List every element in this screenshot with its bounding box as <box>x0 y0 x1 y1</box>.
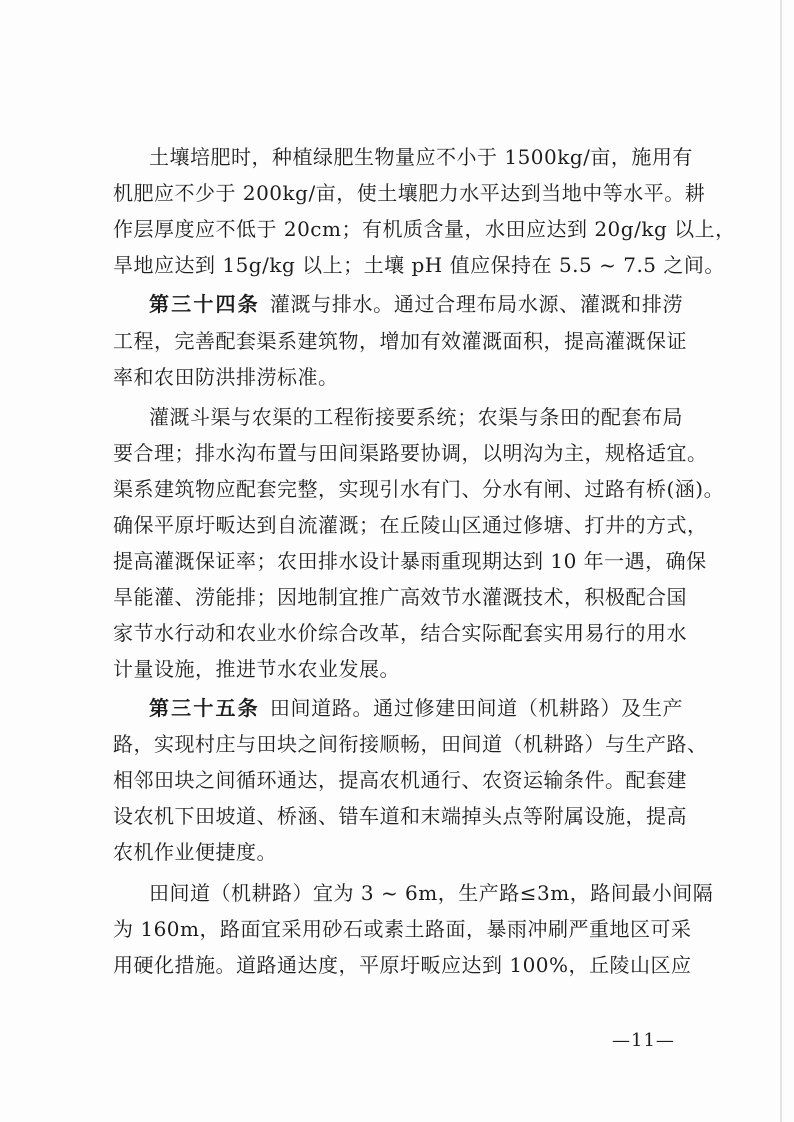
article-35-heading: 第三十五条 <box>149 696 260 720</box>
article-35-line: 相邻田块之间循环通达，提高农机通行、农资运输条件。配套建 <box>113 768 687 792</box>
page-edge <box>780 0 782 1122</box>
paragraph-road-line: 用硬化措施。道路通达度，平原圩畈应达到 100%，丘陵山区应 <box>113 953 692 977</box>
paragraph-soil-line-1: 土壤培肥时，种植绿肥生物量应不小于 1500kg/亩，施用有 <box>149 145 693 169</box>
paragraph-soil-line-3: 作层厚度应不低于 20cm；有机质含量，水田应达到 20g/kg 以上， <box>113 217 736 241</box>
article-35-line: 路，实现村庄与田块之间衔接顺畅，田间道（机耕路）与生产路、 <box>113 732 708 756</box>
paragraph-irrigation-line: 灌溉斗渠与农渠的工程衔接要系统；农渠与条田的配套布局 <box>149 405 683 429</box>
article-35-first-line <box>149 695 683 721</box>
paragraph-irrigation-line: 提高灌溉保证率；农田排水设计暴雨重现期达到 10 年一遇，确保 <box>113 549 707 573</box>
paragraph-irrigation-line: 确保平原圩畈达到自流灌溉；在丘陵山区通过修塘、打井的方式， <box>113 513 708 537</box>
article-35-title-text: 田间道路。通过修建田间道（机耕路）及生产 <box>269 696 684 720</box>
article-34-title-text: 灌溉与排水。通过合理布局水源、灌溉和排涝 <box>269 292 684 316</box>
paragraph-soil-line-4: 旱地应达到 15g/kg 以上；土壤 pH 值应保持在 5.5 ~ 7.5 之间。 <box>113 253 725 277</box>
article-34-line: 工程，完善配套渠系建筑物，增加有效灌溉面积，提高灌溉保证 <box>113 329 687 353</box>
paragraph-irrigation-line: 要合理；排水沟布置与田间渠路要协调，以明沟为主，规格适宜。 <box>113 441 708 465</box>
paragraph-irrigation-line: 旱能灌、涝能排；因地制宜推广高效节水灌溉技术，积极配合国 <box>113 585 687 609</box>
article-34-first-line <box>149 291 683 317</box>
paragraph-irrigation-line: 计量设施，推进节水农业发展。 <box>113 657 400 681</box>
paragraph-soil-line-2: 机肥应不少于 200kg/亩，使土壤肥力水平达到当地中等水平。耕 <box>113 181 706 205</box>
article-35-line: 设农机下田坡道、桥涵、错车道和末端掉头点等附属设施，提高 <box>113 804 687 828</box>
paragraph-road-line: 田间道（机耕路）宜为 3 ~ 6m，生产路≤3m，路间最小间隔 <box>149 881 714 905</box>
article-34-heading: 第三十四条 <box>149 292 260 316</box>
paragraph-irrigation-line: 渠系建筑物应配套完整，实现引水有门、分水有闸、过路有桥(涵)。 <box>113 477 725 501</box>
page-number: —11— <box>612 1030 675 1051</box>
article-35-line: 农机作业便捷度。 <box>113 840 277 864</box>
article-34-line: 率和农田防洪排涝标准。 <box>113 365 339 389</box>
paragraph-road-line: 为 160m，路面宜采用砂石或素土路面，暴雨冲刷严重地区可采 <box>113 917 692 941</box>
paragraph-irrigation-line: 家节水行动和农业水价综合改革，结合实际配套实用易行的用水 <box>113 621 687 645</box>
